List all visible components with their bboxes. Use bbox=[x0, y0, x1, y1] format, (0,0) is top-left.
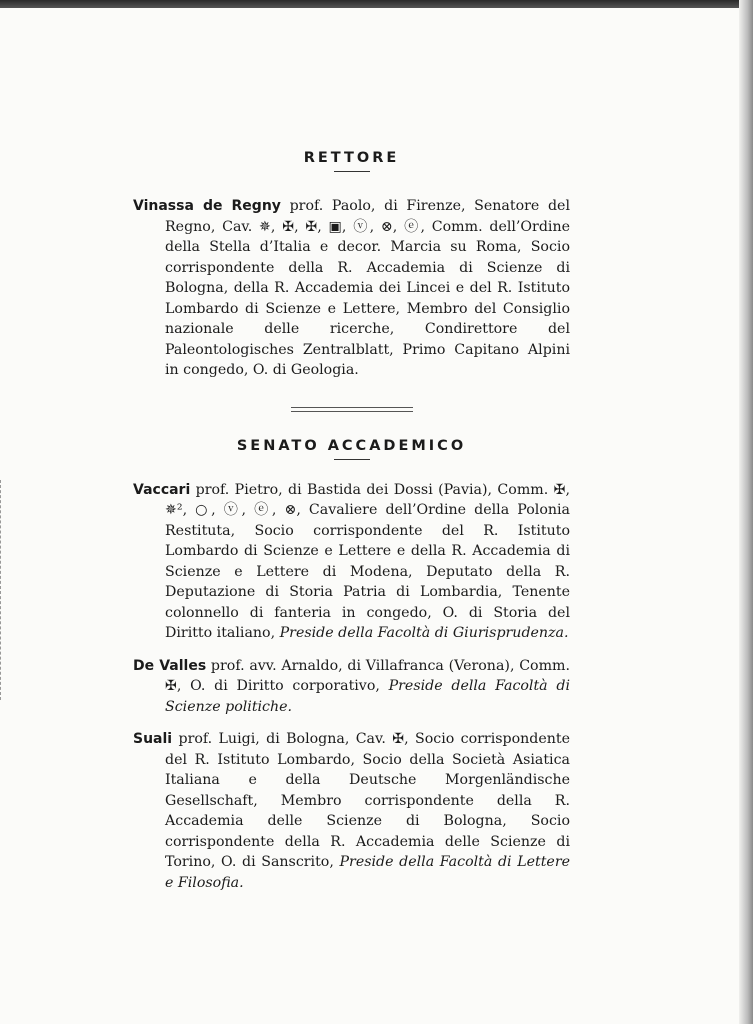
senato-entry-de-valles bbox=[133, 656, 570, 718]
rettore-section bbox=[133, 150, 570, 381]
person-role: Preside della Facoltà di Scienze politiche. bbox=[165, 678, 570, 715]
senato-section bbox=[133, 438, 570, 894]
heading-underline bbox=[334, 459, 370, 460]
person-name: Vinassa de Regny bbox=[133, 198, 281, 214]
rettore-heading: RETTORE bbox=[303, 150, 400, 166]
person-name: Vaccari bbox=[133, 481, 191, 498]
heading-underline bbox=[334, 171, 370, 172]
person-description: prof. Luigi, di Bologna, Cav. ✠, Socio corrispondente del R. Istituto Lombardo, Socio della Società Asiatica Italiana e della Deutsche Morgenländische Gesellschaft, Membro corrispondente della R. Accademia delle Scienze di Bologna, Socio corrispondente della R. Accademia delle Scienze di Torino, O. di Sanscrito, bbox=[165, 731, 570, 870]
person-role: Preside della Facoltà di Giurisprudenza. bbox=[279, 625, 569, 641]
person-name: Suali bbox=[133, 731, 173, 747]
senato-entry-suali bbox=[133, 729, 570, 893]
page-binding-edge bbox=[739, 0, 753, 1024]
senato-entry-vaccari bbox=[133, 480, 570, 644]
document-page bbox=[133, 150, 570, 893]
person-description: prof. Paolo, di Firenze, Senatore del Regno, Cav. ✵, ✠, ✠, ▣, ⓥ, ⊗, ⓔ, Comm. dell’Ordine della Stella d’Italia e decor. Marcia su Roma, Socio corrispondente della R. Accademia di Scienze di Bologna, della R. Accademia dei Lincei e del R. Istituto Lombardo di Scienze e Lettere, Membro del Consiglio nazionale delle ricerche, Condirettore del Paleontologisches Zentralblatt, Primo Capitano Alpini in congedo, O. di Geologia. bbox=[165, 198, 570, 378]
senato-heading: SENATO ACCADEMICO bbox=[236, 437, 467, 454]
person-role: Preside della Facoltà di Lettere e Filosofia. bbox=[165, 854, 571, 891]
scan-top-border bbox=[0, 0, 753, 8]
rettore-entry bbox=[133, 196, 570, 381]
person-name: De Valles bbox=[133, 657, 207, 674]
scan-left-margin-marks bbox=[0, 480, 8, 700]
person-description: prof. avv. Arnaldo, di Villafranca (Verona), Comm. ✠, O. di Diritto corporativo, bbox=[165, 657, 571, 694]
person-description: prof. Pietro, di Bastida dei Dossi (Pavia), Comm. ✠, ✵², ○, ⓥ, ⓔ, ⊗, Cavaliere dell’Ordine della Polonia Restituta, Socio corrispondente del R. Istituto Lombardo di Scienze e Lettere e della R. Accademia di Scienze e Lettere di Modena, Deputato della R. Deputazione di Storia Patria di Lombardia, Tenente colonnello di fanteria in congedo, O. di Storia del Diritto italiano, bbox=[165, 481, 570, 641]
section-divider bbox=[291, 407, 413, 412]
